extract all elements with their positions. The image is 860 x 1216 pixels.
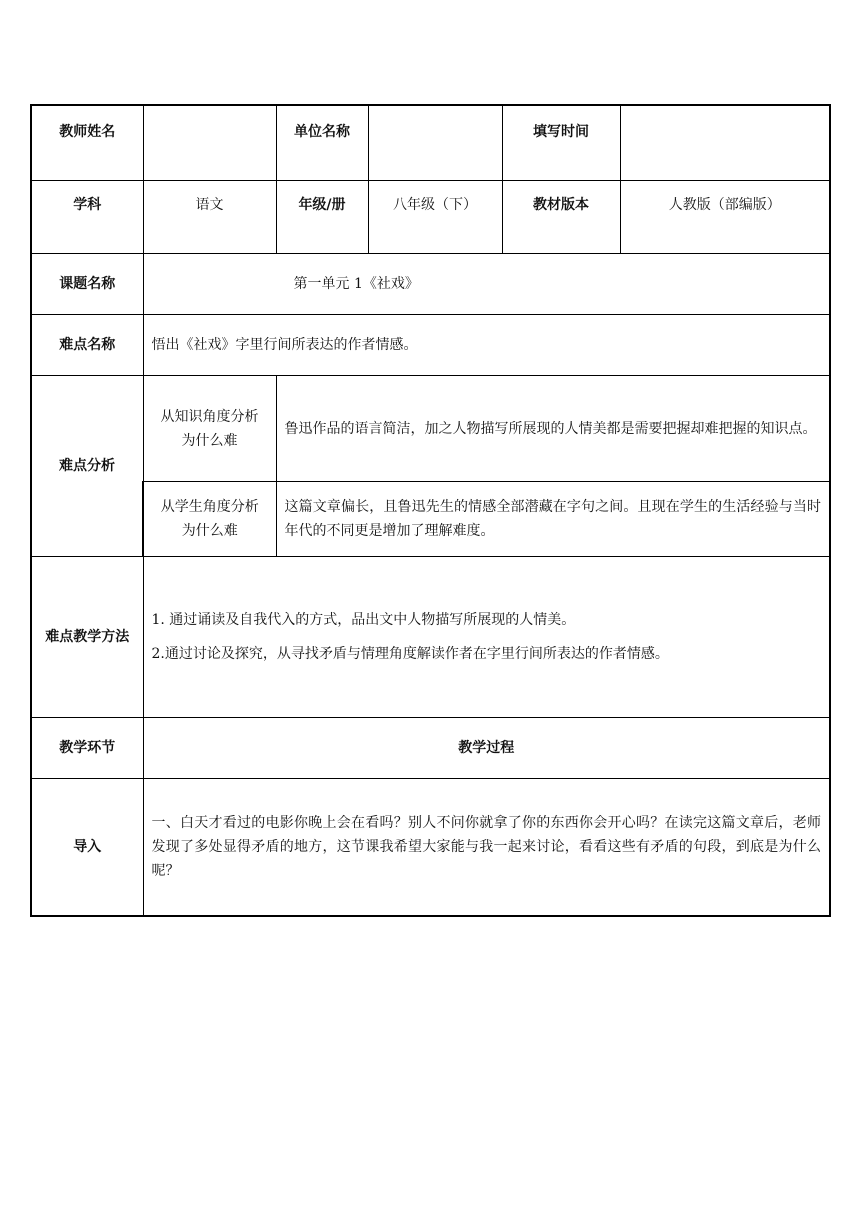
difficulty-analysis-label: 难点分析 — [31, 376, 143, 557]
knowledge-angle-label — [143, 376, 276, 482]
row-intro — [31, 779, 830, 917]
teacher-name-label: 教师姓名 — [31, 105, 143, 181]
row-analysis-knowledge — [31, 376, 830, 482]
student-angle-label — [143, 482, 276, 557]
lesson-plan-table — [30, 104, 831, 917]
teacher-name-value[interactable] — [143, 105, 276, 181]
method-content[interactable] — [143, 557, 830, 718]
textbook-label: 教材版本 — [502, 181, 620, 254]
intro-text[interactable]: 一、白天才看过的电影你晚上会在看吗？别人不问你就拿了你的东西你会开心吗？在读完这篇文章后，老师发现了多处显得矛盾的地方，这节课我希望大家能与我一起来讨论，看看这些有矛盾的句段，到底是为什么呢？ — [143, 779, 830, 917]
row-difficulty-name — [31, 315, 830, 376]
subject-label: 学科 — [31, 181, 143, 254]
unit-name-label: 单位名称 — [276, 105, 368, 181]
student-angle-line-1: 从学生角度分析 — [160, 499, 259, 515]
row-lesson-title — [31, 254, 830, 315]
knowledge-angle-text[interactable]: 鲁迅作品的语言简洁，加之人物描写所展现的人情美都是需要把握却难把握的知识点。 — [276, 376, 830, 482]
row-method — [31, 557, 830, 718]
textbook-value[interactable]: 人教版（部编版） — [620, 181, 830, 254]
row-stage-header — [31, 718, 830, 779]
row-analysis-student — [31, 482, 830, 557]
fill-time-label: 填写时间 — [502, 105, 620, 181]
knowledge-angle-line-2: 为什么难 — [181, 432, 238, 449]
grade-label: 年级/册 — [276, 181, 368, 254]
subject-value[interactable]: 语文 — [143, 181, 276, 254]
difficulty-name-value[interactable]: 悟出《社戏》字里行间所表达的作者情感。 — [143, 315, 830, 376]
method-item-2: 2.通过讨论及探究，从寻找矛盾与情理角度解读作者在字里行间所表达的作者情感。 — [151, 646, 669, 662]
knowledge-angle-line-1: 从知识角度分析 — [160, 408, 259, 425]
lesson-title-label: 课题名称 — [31, 254, 143, 315]
row-subject — [31, 181, 830, 254]
grade-value[interactable]: 八年级（下） — [368, 181, 502, 254]
stage-label: 教学环节 — [31, 718, 143, 779]
row-basic-info — [31, 105, 830, 181]
lesson-title-value[interactable]: 第一单元 1《社戏》 — [143, 254, 830, 315]
lesson-plan-form — [30, 104, 829, 891]
process-header: 教学过程 — [143, 718, 830, 779]
unit-name-value[interactable] — [368, 105, 502, 181]
student-angle-line-2: 为什么难 — [181, 523, 238, 539]
method-label: 难点教学方法 — [31, 557, 143, 718]
fill-time-value[interactable] — [620, 105, 830, 181]
student-angle-text[interactable]: 这篇文章偏长，且鲁迅先生的情感全部潜藏在字句之间。且现在学生的生活经验与当时年代的不同更是增加了理解难度。 — [276, 482, 830, 557]
difficulty-name-label: 难点名称 — [31, 315, 143, 376]
method-item-1: 1. 通过诵读及自我代入的方式，品出文中人物描写所展现的人情美。 — [151, 612, 576, 628]
intro-label: 导入 — [31, 779, 143, 917]
